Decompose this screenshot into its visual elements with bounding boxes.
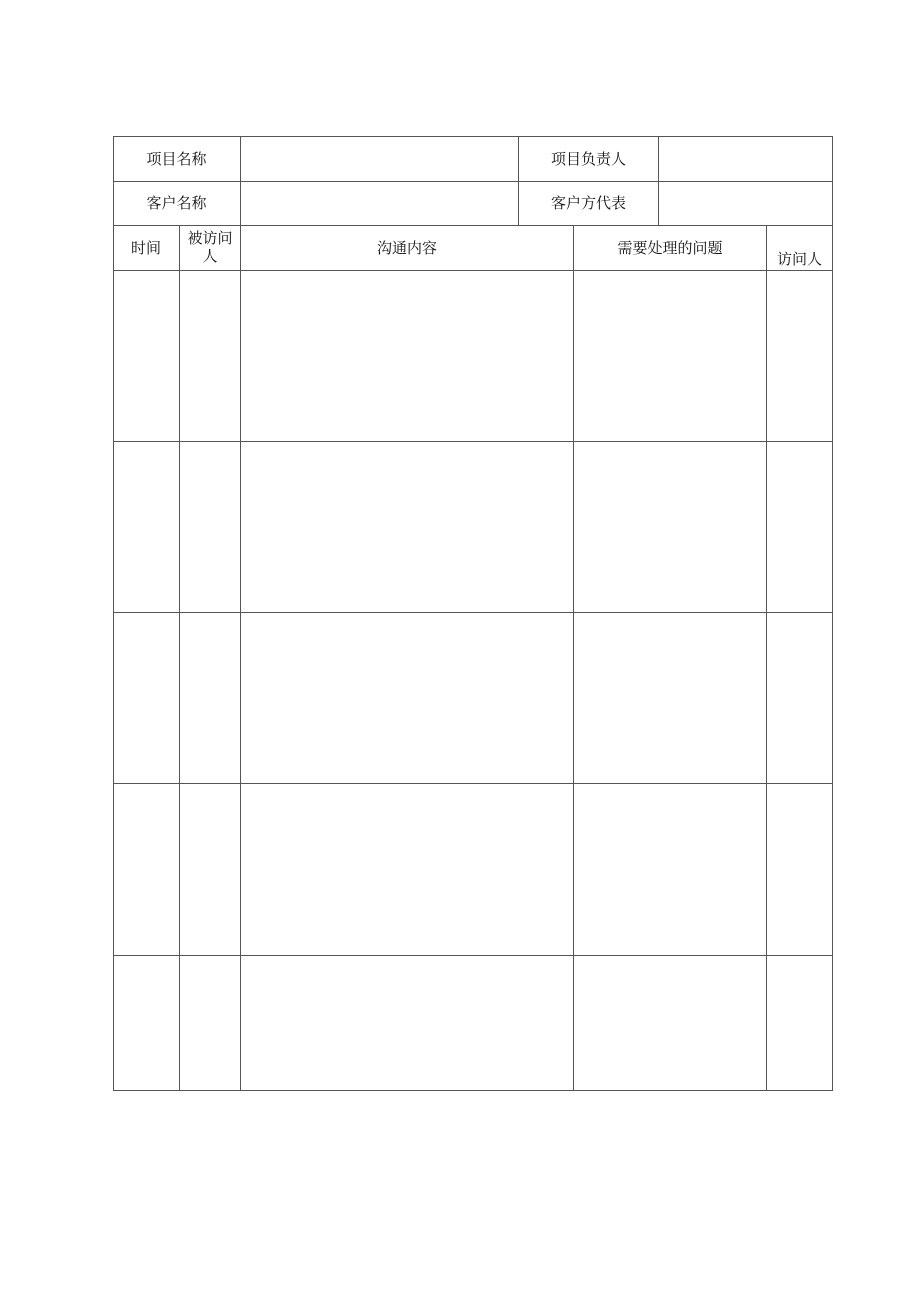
- log-row-2-visitor[interactable]: [767, 442, 832, 612]
- log-row-2-content[interactable]: [241, 442, 573, 612]
- log-row-5-visitor[interactable]: [767, 956, 832, 1090]
- log-row-4-content[interactable]: [241, 784, 573, 955]
- header-interviewee-line2: 人: [202, 247, 218, 265]
- header-interviewee: [180, 225, 240, 270]
- header-visitor: 访问人: [776, 250, 822, 268]
- header-issues: 需要处理的问题: [617, 238, 723, 257]
- project-name-label: 项目名称: [146, 149, 207, 168]
- log-row-2-interviewee[interactable]: [180, 442, 240, 612]
- grid-line: [832, 136, 833, 1091]
- log-row-5-content[interactable]: [241, 956, 573, 1090]
- client-name-field[interactable]: [241, 182, 518, 225]
- header-content: 沟通内容: [376, 238, 437, 257]
- log-row-5-issues[interactable]: [574, 956, 766, 1090]
- log-row-3-visitor[interactable]: [767, 613, 832, 783]
- log-row-1-content[interactable]: [241, 271, 573, 441]
- header-interviewee-line1: 被访问: [187, 229, 233, 247]
- client-name-label: 客户名称: [146, 194, 207, 212]
- client-rep-field[interactable]: [659, 182, 832, 225]
- log-row-4-visitor[interactable]: [767, 784, 832, 955]
- log-row-2-time[interactable]: [114, 442, 179, 612]
- log-row-4-time[interactable]: [114, 784, 179, 955]
- log-row-3-content[interactable]: [241, 613, 573, 783]
- log-row-3-time[interactable]: [114, 613, 179, 783]
- project-lead-label: 项目负责人: [550, 149, 626, 168]
- log-row-5-time[interactable]: [114, 956, 179, 1090]
- client-rep-label: 客户方代表: [550, 194, 626, 212]
- log-row-1-interviewee[interactable]: [180, 271, 240, 441]
- log-row-1-time[interactable]: [114, 271, 179, 441]
- project-name-field[interactable]: [241, 137, 518, 181]
- log-row-2-issues[interactable]: [574, 442, 766, 612]
- log-row-1-issues[interactable]: [574, 271, 766, 441]
- log-row-3-interviewee[interactable]: [180, 613, 240, 783]
- header-time: 时间: [130, 238, 161, 257]
- grid-line: [113, 1090, 833, 1091]
- log-row-3-issues[interactable]: [574, 613, 766, 783]
- project-lead-field[interactable]: [659, 137, 832, 181]
- log-row-1-visitor[interactable]: [767, 271, 832, 441]
- log-row-4-interviewee[interactable]: [180, 784, 240, 955]
- log-row-5-interviewee[interactable]: [180, 956, 240, 1090]
- log-row-4-issues[interactable]: [574, 784, 766, 955]
